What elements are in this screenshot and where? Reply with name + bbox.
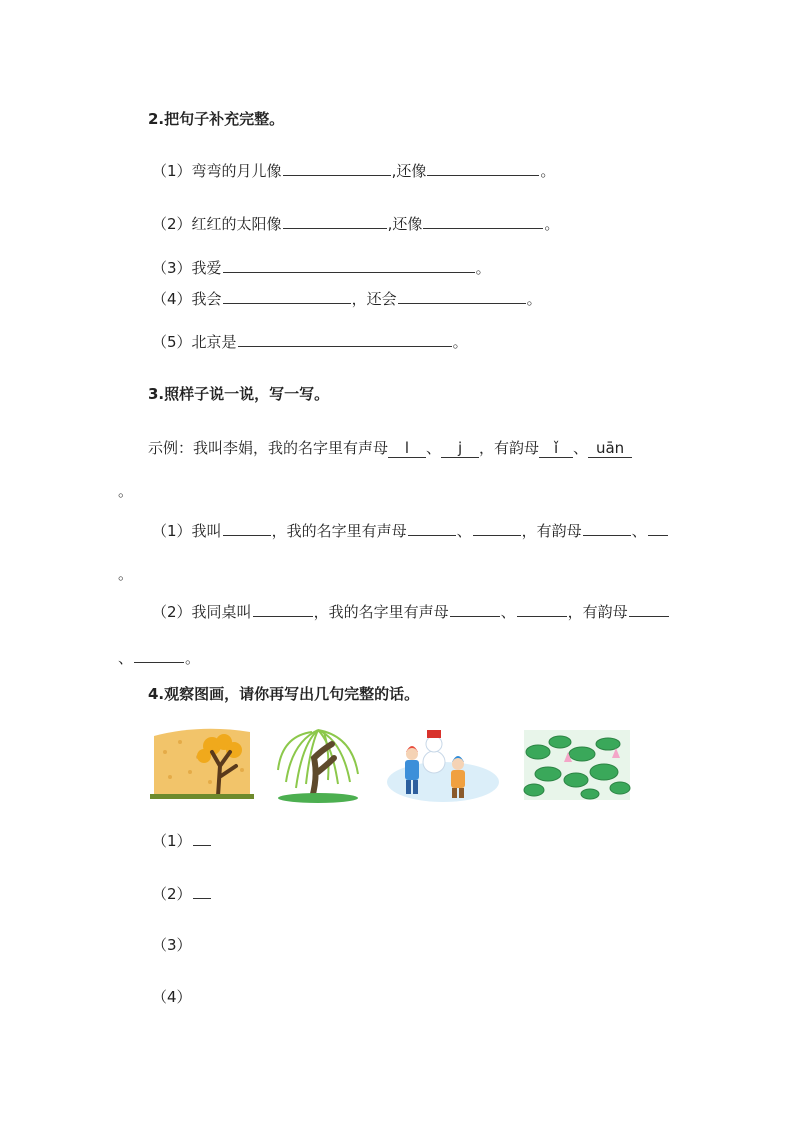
sentence-3 [152,257,491,278]
sentence-text: 我叫 [191,522,222,540]
final-blank[interactable] [583,520,631,536]
exercise-1-end: 。 [118,565,134,583]
sentence-text: ,还像 [391,162,427,180]
initial-blank[interactable] [450,601,500,617]
sentence-text: ，我的名字里有声母 [313,603,449,621]
example-text: 示例：我叫李娟，我的名字里有声母 [148,439,389,457]
separator: 、 [500,603,516,621]
sentence-text: ，有韵母 [521,522,582,540]
answer-blank[interactable] [283,160,391,176]
name-blank[interactable] [223,520,271,536]
example-final-2: uān [588,440,632,458]
answer-line-3[interactable]: （3） [152,936,192,954]
example-initial-1: l [388,440,426,458]
answer-blank[interactable] [427,160,539,176]
sentence-1 [152,160,555,181]
section3-title: 3.照样子说一说，写一写。 [148,385,330,403]
example-end: 。 [118,482,134,500]
sentence-end: 。 [540,162,556,180]
answer-blank[interactable] [193,830,211,846]
sentence-text: 北京是 [191,333,237,351]
item-number: （4） [152,290,192,308]
sentence-text: ，我的名字里有声母 [271,522,407,540]
item-number: （2） [152,885,192,903]
section2-title: 2.把句子补充完整。 [148,110,285,128]
sentence-text: 我同桌叫 [191,603,252,621]
final-blank[interactable] [648,520,668,536]
item-number: （1） [152,162,192,180]
section4-title: 4.观察图画，请你再写出几句完整的话。 [148,685,420,703]
item-number: （1） [152,522,192,540]
answer-blank[interactable] [223,257,475,273]
sentence-end: 。 [475,259,491,277]
exercise-1 [152,520,669,541]
separator: 、 [118,649,134,667]
separator: 、 [631,522,647,540]
exercise-2 [152,601,670,622]
final-blank[interactable] [134,647,184,663]
sentence-5 [152,331,468,352]
answer-blank[interactable] [193,883,211,899]
initial-blank[interactable] [408,520,456,536]
sentence-text: ,还像 [387,215,423,233]
item-number: （5） [152,333,192,351]
item-number: （2） [152,603,192,621]
item-number: （1） [152,832,192,850]
answer-blank[interactable] [398,288,526,304]
initial-blank[interactable] [473,520,521,536]
answer-blank[interactable] [283,213,387,229]
sentence-end: 。 [452,333,468,351]
sentence-end: 。 [185,649,201,667]
sentence-end: 。 [526,290,542,308]
answer-blank[interactable] [223,288,351,304]
final-blank[interactable] [629,601,669,617]
sentence-2 [152,213,559,234]
initial-blank[interactable] [517,601,567,617]
name-blank[interactable] [253,601,313,617]
item-number: （2） [152,215,192,233]
autumn-tree-icon [150,722,254,806]
snowman-children-icon [386,722,500,806]
separator: 、 [456,522,472,540]
sentence-end: 。 [544,215,560,233]
separator: 、 [573,439,589,457]
lotus-pond-icon [520,722,634,806]
answer-blank[interactable] [238,331,452,347]
sentence-text: ，有韵母 [567,603,628,621]
willow-tree-icon [272,722,364,806]
sentence-text: 弯弯的月儿像 [191,162,282,180]
sentence-text: ，还会 [351,290,397,308]
example-final-1: ǐ [539,440,573,458]
answer-line-1 [152,830,212,851]
answer-line-2 [152,883,212,904]
sentence-text: 我爱 [191,259,222,277]
separator: 、 [426,439,442,457]
answer-line-4[interactable]: （4） [152,988,192,1006]
example-sentence [148,437,632,458]
exercise-2-continuation [118,647,200,668]
example-initial-2: j [441,440,479,458]
sentence-text: 红红的太阳像 [191,215,282,233]
sentence-text: 我会 [191,290,222,308]
item-number: （3） [152,259,192,277]
sentence-4 [152,288,542,309]
example-text: ，有韵母 [479,439,540,457]
answer-blank[interactable] [423,213,543,229]
